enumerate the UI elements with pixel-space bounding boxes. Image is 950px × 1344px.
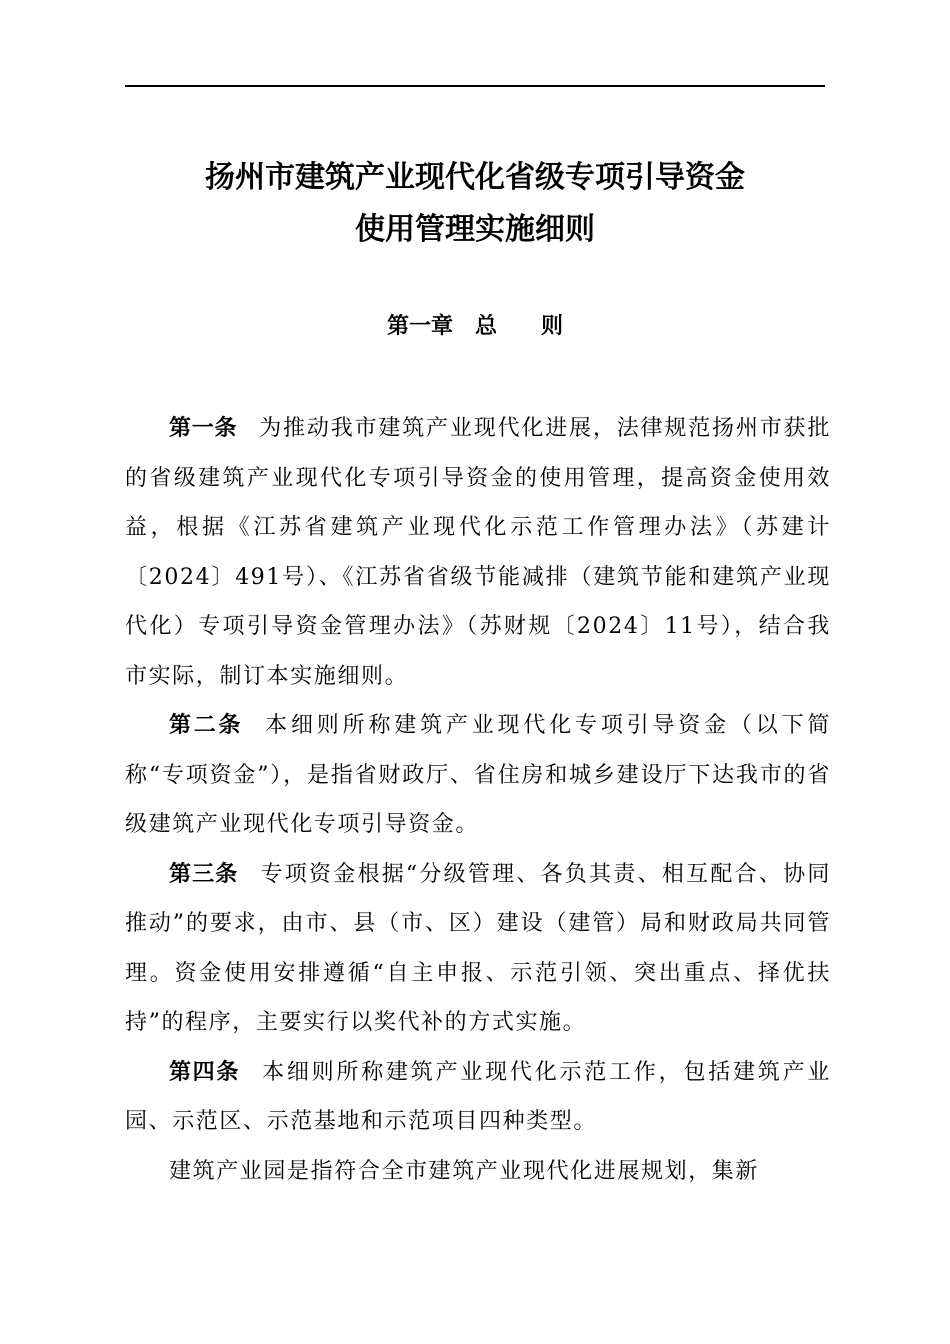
article-3 bbox=[125, 850, 831, 1048]
article-2-text: 本细则所称建筑产业现代化专项引导资金（以下简称“专项资金”），是指省财政厅、省住房和城乡建设厅下达我市的省级建筑产业现代化专项引导资金。 bbox=[125, 713, 831, 837]
article-2 bbox=[125, 701, 831, 850]
article-2-label: 第二条 bbox=[169, 713, 244, 738]
trailing-paragraph-text: 建筑产业园是指符合全市建筑产业现代化进展规划，集新 bbox=[169, 1158, 760, 1184]
article-1-label: 第一条 bbox=[169, 416, 238, 441]
article-1-text: 为推动我市建筑产业现代化进展，法律规范扬州市获批的省级建筑产业现代化专项引导资金的使用管理，提高资金使用效益，根据《江苏省建筑产业现代化示范工作管理办法》（苏建计〔2024〕491号）、《江苏省省级节能减排（建筑节能和建筑产业现代化）专项引导资金管理办法》（苏财规〔2024〕11号），结合我市实际，制订本实施细则。 bbox=[125, 416, 831, 689]
article-4 bbox=[125, 1048, 831, 1147]
article-1 bbox=[125, 404, 831, 701]
document-body bbox=[125, 404, 831, 1196]
chapter-heading: 第一章 总 则 bbox=[386, 314, 563, 339]
trailing-paragraph bbox=[125, 1147, 831, 1197]
header-rule bbox=[125, 85, 825, 87]
article-4-label: 第四条 bbox=[169, 1059, 241, 1085]
article-4-text: 本细则所称建筑产业现代化示范工作，包括建筑产业园、示范区、示范基地和示范项目四种类型。 bbox=[125, 1059, 831, 1134]
article-3-text: 专项资金根据“分级管理、各负其责、相互配合、协同推动”的要求，由市、县（市、区）建设（建管）局和财政局共同管理。资金使用安排遵循“自主申报、示范引领、突出重点、择优扶持”的程序，主要实行以奖代补的方式实施。 bbox=[125, 861, 831, 1035]
document-title-line-2: 使用管理实施细则 bbox=[355, 212, 595, 247]
document-title-line-1: 扬州市建筑产业现代化省级专项引导资金 bbox=[205, 160, 745, 195]
article-3-label: 第三条 bbox=[169, 861, 239, 887]
